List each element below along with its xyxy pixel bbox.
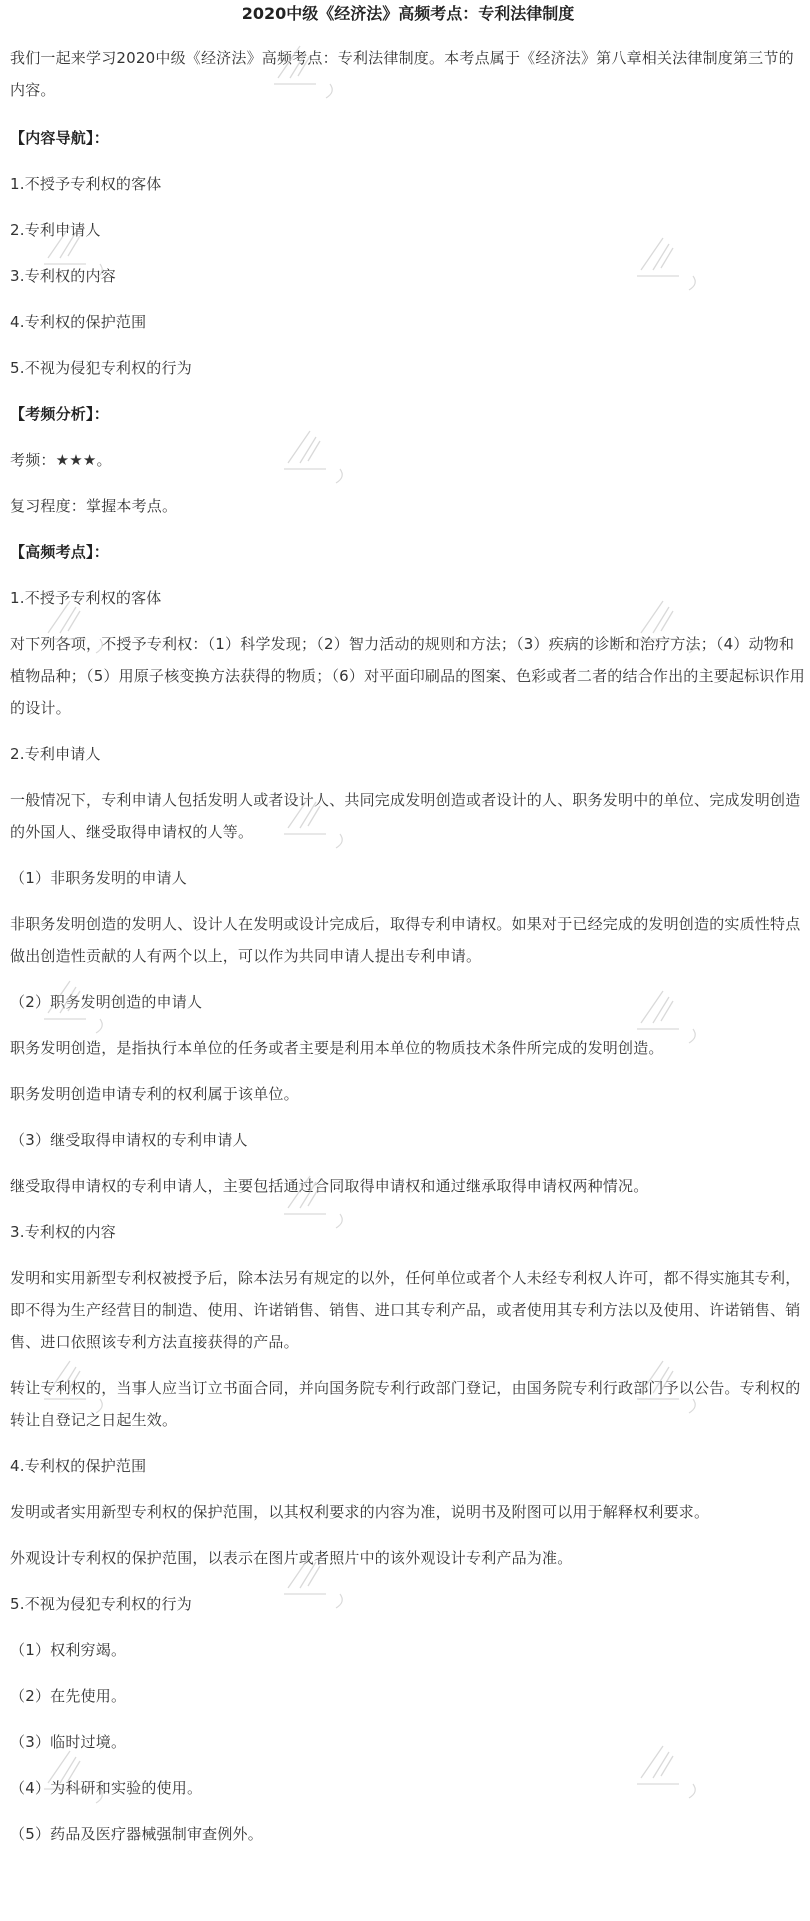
- section-5-item-1: （1）权利穷竭。: [10, 1641, 127, 1659]
- analysis-frequency: 考频：★★★。: [10, 451, 112, 469]
- section-5-title: 5.不视为侵犯专利权的行为: [10, 1595, 192, 1613]
- section-2-sub2-title: （2）职务发明创造的申请人: [10, 993, 203, 1011]
- section-5-item-5: （5）药品及医疗器械强制审查例外。: [10, 1825, 263, 1843]
- analysis-heading: 【考频分析】：: [10, 405, 109, 423]
- section-1-text: 对下列各项，不授予专利权：（1）科学发现；（2）智力活动的规则和方法；（3）疾病的诊断和治疗方法；（4）动物和植物品种；（5）用原子核变换方法获得的物质；（6）对平面印刷品的图案、色彩或者二者的结合作出的主要起标识作用的设计。: [10, 635, 805, 717]
- section-3-text2: 转让专利权的，当事人应当订立书面合同，并向国务院专利行政部门登记，由国务院专利行政部门予以公告。专利权的转让自登记之日起生效。: [10, 1379, 801, 1429]
- section-5-item-3: （3）临时过境。: [10, 1733, 127, 1751]
- section-2-sub3-text: 继受取得申请权的专利申请人，主要包括通过合同取得申请权和通过继承取得申请权两种情况。: [10, 1177, 649, 1195]
- nav-item-4: 4.专利权的保护范围: [10, 313, 147, 331]
- article: [10, 0, 806, 1850]
- section-5-item-2: （2）在先使用。: [10, 1687, 127, 1705]
- section-2-text: 一般情况下，专利申请人包括发明人或者设计人、共同完成发明创造或者设计的人、职务发明中的单位、完成发明创造的外国人、继受取得申请权的人等。: [10, 791, 801, 841]
- key-heading: 【高频考点】：: [10, 543, 109, 561]
- analysis-degree: 复习程度：掌握本考点。: [10, 497, 178, 515]
- section-2-sub1-title: （1）非职务发明的申请人: [10, 869, 187, 887]
- nav-item-5: 5.不视为侵犯专利权的行为: [10, 359, 192, 377]
- nav-item-1: 1.不授予专利权的客体: [10, 175, 162, 193]
- section-3-text1: 发明和实用新型专利权被授予后，除本法另有规定的以外，任何单位或者个人未经专利权人许可，都不得实施其专利，即不得为生产经营目的制造、使用、许诺销售、销售、进口其专利产品，或者使用其专利方法以及使用、许诺销售、销售、进口依照该专利方法直接获得的产品。: [10, 1269, 801, 1351]
- section-3-title: 3.专利权的内容: [10, 1223, 116, 1241]
- section-2-sub2-text1: 职务发明创造，是指执行本单位的任务或者主要是利用本单位的物质技术条件所完成的发明创造。: [10, 1039, 664, 1057]
- section-2-sub3-title: （3）继受取得申请权的专利申请人: [10, 1131, 248, 1149]
- section-4-title: 4.专利权的保护范围: [10, 1457, 147, 1475]
- section-5-item-4: （4）为科研和实验的使用。: [10, 1779, 203, 1797]
- nav-heading: 【内容导航】：: [10, 129, 109, 147]
- intro-paragraph: 我们一起来学习2020中级《经济法》高频考点：专利法律制度。本考点属于《经济法》第八章相关法律制度第三节的内容。: [10, 49, 794, 99]
- section-2-sub2-text2: 职务发明创造申请专利的权利属于该单位。: [10, 1085, 299, 1103]
- section-4-text2: 外观设计专利权的保护范围，以表示在图片或者照片中的该外观设计专利产品为准。: [10, 1549, 573, 1567]
- section-2-title: 2.专利申请人: [10, 745, 101, 763]
- section-4-text1: 发明或者实用新型专利权的保护范围，以其权利要求的内容为准，说明书及附图可以用于解释权利要求。: [10, 1503, 710, 1521]
- nav-item-2: 2.专利申请人: [10, 221, 101, 239]
- section-2-sub1-text: 非职务发明创造的发明人、设计人在发明或设计完成后，取得专利申请权。如果对于已经完成的发明创造的实质性特点做出创造性贡献的人有两个以上，可以作为共同申请人提出专利申请。: [10, 915, 801, 965]
- section-1-title: 1.不授予专利权的客体: [10, 589, 162, 607]
- nav-item-3: 3.专利权的内容: [10, 267, 116, 285]
- article-title: 2020中级《经济法》高频考点：专利法律制度: [241, 4, 575, 23]
